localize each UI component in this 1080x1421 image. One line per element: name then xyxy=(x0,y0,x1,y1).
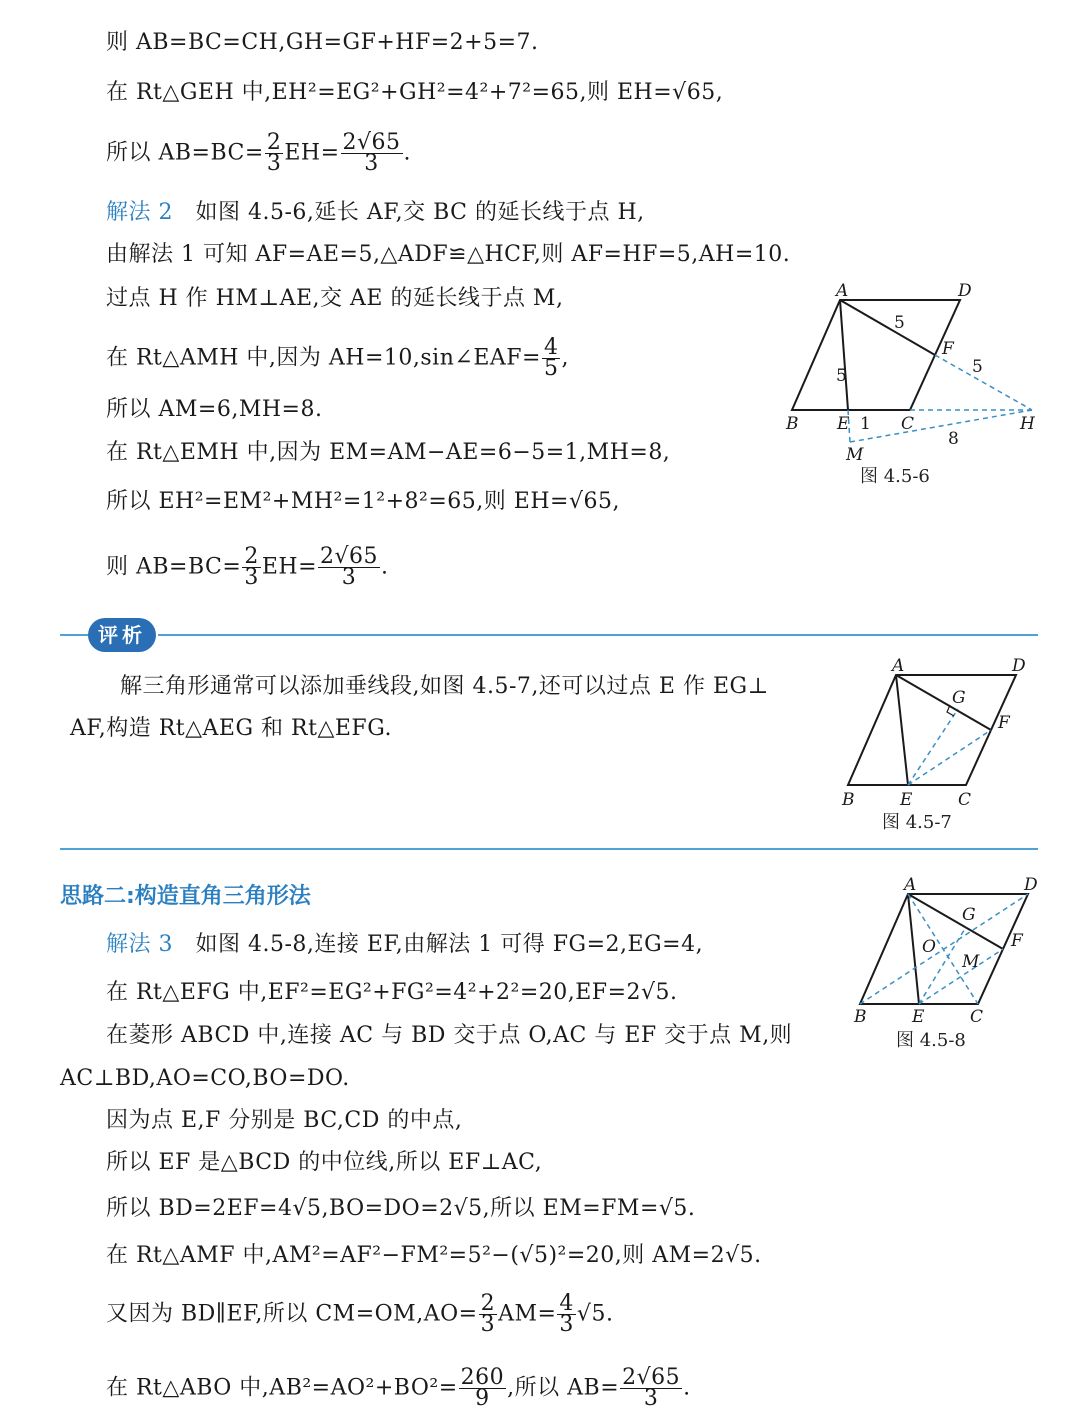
length-label: 5 xyxy=(894,313,905,333)
text-line xyxy=(106,1365,691,1411)
text-line: 所以 BD=2EF=4√5,BO=DO=2√5,所以 EM=FM=√5. xyxy=(106,1196,696,1221)
segment-af xyxy=(896,675,991,730)
fraction-denominator: 3 xyxy=(341,565,357,590)
segment-ae xyxy=(840,300,848,410)
fraction xyxy=(341,130,403,176)
fraction xyxy=(265,130,284,176)
analysis-badge: 评析 xyxy=(88,618,156,652)
length-label: 5 xyxy=(836,366,847,386)
point-label-c: C xyxy=(958,790,972,810)
fraction-denominator: 5 xyxy=(543,356,559,381)
figure-4-5-6 xyxy=(780,280,1050,495)
text-segment: . xyxy=(683,1375,691,1401)
point-label-e: E xyxy=(837,414,850,434)
fraction-denominator: 3 xyxy=(266,151,282,176)
text-line xyxy=(106,930,703,960)
section-rule xyxy=(158,634,1038,636)
point-label-d: D xyxy=(1024,875,1038,895)
fraction-numerator: 2 xyxy=(480,1291,496,1316)
text-segment: 所以 AB=BC= xyxy=(106,140,264,166)
fraction-numerator: 4 xyxy=(559,1291,574,1316)
fraction xyxy=(479,1291,498,1337)
text-line xyxy=(106,198,645,228)
fraction-numerator: 2 xyxy=(244,544,259,569)
point-label-f: F xyxy=(1011,931,1023,951)
point-label-a: A xyxy=(904,875,917,895)
point-label-c: C xyxy=(970,1007,984,1027)
text-segment: 则 AB=BC= xyxy=(106,554,242,580)
point-label-h: H xyxy=(1020,414,1035,434)
text-segment: 在 Rt△ABO 中,AB²=AO²+BO²= xyxy=(106,1375,458,1401)
fraction-denominator: 3 xyxy=(244,565,259,590)
text-line xyxy=(106,1291,614,1337)
point-label-g: G xyxy=(952,688,966,708)
fraction-denominator: 9 xyxy=(475,1386,490,1411)
point-label-c: C xyxy=(901,414,915,434)
fraction-numerator: 2 xyxy=(266,130,282,155)
text-line: 由解法 1 可知 AF=AE=5,△ADF≌△HCF,则 AF=HF=5,AH=10. xyxy=(106,242,791,267)
text-line: 在 Rt△AMF 中,AM²=AF²−FM²=5²−(√5)²=20,则 AM=2√5. xyxy=(106,1243,762,1268)
figure-4-5-7 xyxy=(836,655,1036,815)
solution-label: 解法 2 xyxy=(106,200,173,225)
text-line: 解三角形通常可以添加垂线段,如图 4.5-7,还可以过点 E 作 EG⊥ xyxy=(120,674,769,699)
point-label-a: A xyxy=(836,281,849,301)
text-line: 在 Rt△EMH 中,因为 EM=AM−AE=6−5=1,MH=8, xyxy=(106,440,671,465)
fraction xyxy=(318,544,380,590)
fraction-denominator: 3 xyxy=(364,151,379,176)
figure-caption: 图 4.5-7 xyxy=(882,812,952,833)
length-label: 5 xyxy=(972,357,983,377)
text-line: 所以 AM=6,MH=8. xyxy=(106,397,323,422)
fraction-numerator: 2√65 xyxy=(622,1365,681,1390)
point-label-d: D xyxy=(958,281,972,301)
fraction-numerator: 2√65 xyxy=(342,130,401,155)
text-line xyxy=(106,335,569,381)
text-segment: AM= xyxy=(498,1301,557,1327)
segment-ae xyxy=(908,894,919,1004)
segment-eg xyxy=(908,709,958,785)
text-line: AF,构造 Rt△AEG 和 Rt△EFG. xyxy=(70,716,392,741)
section-rule xyxy=(60,848,1038,850)
point-label-m: M xyxy=(962,952,980,972)
text-line: 在 Rt△GEH 中,EH²=EG²+GH²=4²+7²=65,则 EH=√65, xyxy=(106,80,724,105)
text-line xyxy=(106,130,412,176)
length-label: 8 xyxy=(948,429,959,449)
point-label-b: B xyxy=(842,790,855,810)
segment-fh xyxy=(935,355,1032,410)
text-segment: , xyxy=(561,345,569,371)
point-label-d: D xyxy=(1012,656,1026,676)
text-segment: . xyxy=(403,140,412,166)
text-line xyxy=(106,544,389,590)
text-segment: √5. xyxy=(576,1301,614,1327)
text-line: 所以 EF 是△BCD 的中位线,所以 EF⊥AC, xyxy=(106,1150,543,1175)
text-segment: 在 Rt△AMH 中,因为 AH=10,sin∠EAF= xyxy=(106,345,541,371)
text-segment: . xyxy=(381,554,389,580)
segment-ae xyxy=(896,675,908,785)
text-segment: 又因为 BD∥EF,所以 CM=OM,AO= xyxy=(106,1301,478,1327)
fraction-numerator: 260 xyxy=(460,1365,505,1390)
text-line: 在菱形 ABCD 中,连接 AC 与 BD 交于点 O,AC 与 EF 交于点 M,则 xyxy=(106,1023,793,1048)
figure-caption: 图 4.5-8 xyxy=(896,1030,966,1051)
point-label-b: B xyxy=(786,414,799,434)
fraction xyxy=(620,1365,682,1411)
point-label-a: A xyxy=(892,656,905,676)
figure-4-5-8 xyxy=(848,874,1043,1027)
point-label-m: M xyxy=(846,445,864,465)
fraction-denominator: 3 xyxy=(480,1312,496,1337)
text-segment: 如图 4.5-8,连接 EF,由解法 1 可得 FG=2,EG=4, xyxy=(195,932,704,957)
fraction xyxy=(557,1291,576,1337)
text-segment: ,所以 AB= xyxy=(507,1375,620,1401)
point-label-e: E xyxy=(900,790,913,810)
text-segment: 如图 4.5-6,延长 AF,交 BC 的延长线于点 H, xyxy=(195,200,645,225)
fraction-numerator: 2√65 xyxy=(320,544,379,569)
fraction xyxy=(542,335,561,381)
point-label-e: E xyxy=(912,1007,925,1027)
point-label-g: G xyxy=(962,905,976,925)
segment-af xyxy=(840,300,935,355)
fraction-denominator: 3 xyxy=(643,1386,659,1411)
fraction xyxy=(459,1365,507,1411)
point-label-f: F xyxy=(998,713,1010,733)
solution-label: 解法 3 xyxy=(106,932,173,957)
text-line: AC⊥BD,AO=CO,BO=DO. xyxy=(60,1066,350,1091)
text-line: 所以 EH²=EM²+MH²=1²+8²=65,则 EH=√65, xyxy=(106,489,620,514)
length-label: 1 xyxy=(860,414,871,434)
fraction xyxy=(242,544,261,590)
point-label-f: F xyxy=(942,339,954,359)
text-line: 则 AB=BC=CH,GH=GF+HF=2+5=7. xyxy=(106,30,539,55)
text-line: 过点 H 作 HM⊥AE,交 AE 的延长线于点 M, xyxy=(106,286,564,311)
section-heading: 思路二:构造直角三角形法 xyxy=(60,884,311,909)
fraction-denominator: 3 xyxy=(559,1312,574,1337)
text-segment: EH= xyxy=(284,140,340,166)
figure-caption: 图 4.5-6 xyxy=(860,466,930,487)
point-label-b: B xyxy=(854,1007,867,1027)
text-segment: EH= xyxy=(261,554,318,580)
section-rule xyxy=(60,634,88,636)
point-label-o: O xyxy=(922,937,936,957)
segment-mh xyxy=(850,410,1032,442)
text-line: 在 Rt△EFG 中,EF²=EG²+FG²=4²+2²=20,EF=2√5. xyxy=(106,980,678,1005)
text-line: 因为点 E,F 分别是 BC,CD 的中点, xyxy=(106,1108,463,1133)
fraction-numerator: 4 xyxy=(543,335,559,360)
